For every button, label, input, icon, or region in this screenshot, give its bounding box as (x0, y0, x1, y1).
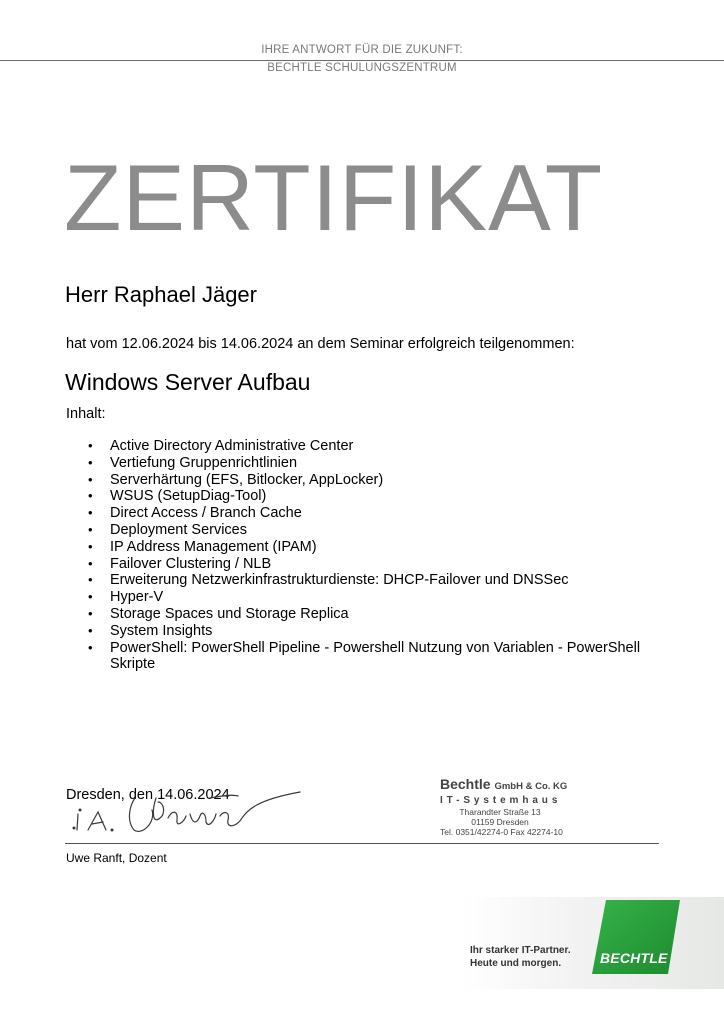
topic-item: • WSUS (SetupDiag-Tool) (110, 488, 670, 505)
stamp-company: Bechtle (440, 776, 491, 792)
topic-item: • PowerShell: PowerShell Pipeline - Powershell Nutzung von Variablen - PowerShell Skripte (110, 640, 670, 674)
topic-item: • Failover Clustering / NLB (110, 556, 670, 573)
participant-name: Herr Raphael Jäger (65, 282, 257, 307)
stamp-phone: Tel. 0351/42274-0 Fax 42274-10 (440, 827, 563, 837)
stamp-company-suffix: GmbH & Co. KG (494, 781, 568, 792)
topic-item: • System Insights (110, 623, 670, 640)
topic-item: • Direct Access / Branch Cache (110, 505, 670, 522)
topic-item: • Deployment Services (110, 522, 670, 539)
stamp-street: Tharandter Straße 13 (459, 807, 541, 817)
topic-item: • Erweiterung Netzwerkinfrastrukturdienste: DHCP-Failover und DNSSec (110, 572, 670, 589)
topic-item: • Vertiefung Gruppenrichtlinien (110, 455, 670, 472)
handwritten-signature (60, 770, 310, 840)
footer-slogan (470, 944, 571, 970)
stamp-systemhaus: IT-Systemhaus (440, 795, 562, 806)
slogan-line-1: Ihr starker IT-Partner. (470, 945, 571, 956)
topic-item: • Hyper-V (110, 589, 670, 606)
signature-rule (65, 843, 659, 844)
topic-item: • Storage Spaces und Storage Replica (110, 606, 670, 623)
participation-statement: hat vom 12.06.2024 bis 14.06.2024 an dem Seminar erfolgreich teilgenommen: (66, 336, 575, 352)
slogan-line-2: Heute und morgen. (470, 958, 562, 969)
seminar-title: Windows Server Aufbau (65, 369, 311, 395)
bechtle-logo-text: BECHTLE (600, 950, 668, 966)
header-rule (0, 60, 724, 61)
company-stamp (440, 776, 590, 838)
topic-item: • Serverhärtung (EFS, Bitlocker, AppLocker) (110, 472, 670, 489)
topic-item: • IP Address Management (IPAM) (110, 539, 670, 556)
content-label: Inhalt: (66, 406, 106, 422)
signer-name: Uwe Ranft, Dozent (66, 851, 167, 865)
topic-list (110, 438, 670, 673)
stamp-city: 01159 Dresden (471, 817, 529, 827)
place-and-date: Dresden, den 14.06.2024 (66, 787, 230, 803)
topic-item: • Active Directory Administrative Center (110, 438, 670, 455)
certificate-title: ZERTIFIKAT (64, 145, 604, 250)
header-tagline: IHRE ANTWORT FÜR DIE ZUKUNFT: (261, 44, 463, 56)
header-training-center: BECHTLE SCHULUNGSZENTRUM (267, 62, 457, 74)
